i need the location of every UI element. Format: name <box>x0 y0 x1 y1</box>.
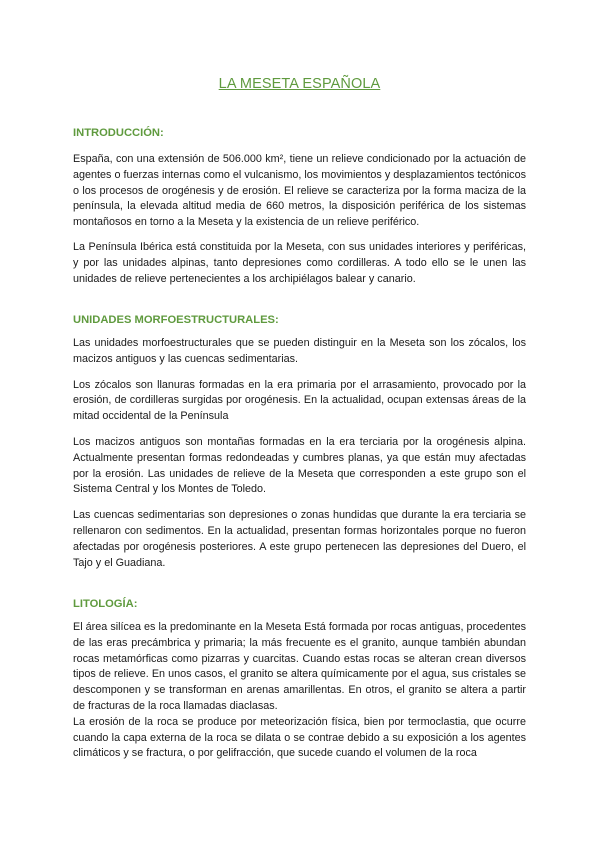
section-heading: INTRODUCCIÓN: <box>73 127 164 139</box>
paragraph: Las cuencas sedimentarias son depresiones o zonas hundidas que durante la era terciaria se rellenaron con sedimentos. En la actualidad, presentan formas horizontales porque no fueron afectadas por orogénesis posteriores. A este grupo pertenecen las depresiones del Duero, el Tajo y el Guadiana. <box>73 509 526 569</box>
paragraph: La Península Ibérica está constituida por la Meseta, con sus unidades interiores y periféricas, y por las unidades alpinas, tanto depresiones como cordilleras. A todo ello se le unen las unidades de relieve pertenecientes a los archipiélagos balear y canario. <box>73 240 526 285</box>
paragraph: Los zócalos son llanuras formadas en la era primaria por el arrasamiento, provocado por la erosión, de cordilleras surgidas por orogénesis. En la actualidad, ocupan extensas áreas de la mitad occidental de la Península <box>73 378 526 423</box>
section-heading: UNIDADES MORFOESTRUCTURALES: <box>73 314 279 326</box>
paragraph: El área silícea es la predominante en la Meseta Está formada por rocas antiguas, procedentes de las eras precámbrica y primaria; la más frecuente es el granito, aunque también abundan rocas metamórficas como pizarras y cuarcitas. Cuando estas rocas se alteran crean diversos tipos de relieve. En unos casos, el granito se altera químicamente por el agua, sus cristales se descomponen y se transforman en arenas amarillentas. En otros, el granito se altera a partir de fracturas de la roca llamadas diaclasas. <box>73 621 526 712</box>
page-title: LA MESETA ESPAÑOLA <box>218 76 381 92</box>
paragraph: Las unidades morfoestructurales que se pueden distinguir en la Meseta son los zócalos, los macizos antiguos y las cuencas sedimentarias. <box>73 337 526 365</box>
paragraph: España, con una extensión de 506.000 km², tiene un relieve condicionado por la actuación de agentes o fuerzas internas como el vulcanismo, los movimientos y desplazamientos tectónicos o los procesos de orogénesis y de erosión. El relieve se caracteriza por la forma maciza de la península, la elevada altitud media de 660 metros, la disposición periférica de los sistemas montañosos en torno a la Meseta y la existencia de un relieve periférico. <box>73 153 526 229</box>
section-introduccion <box>73 127 526 287</box>
paragraph: Los macizos antiguos son montañas formadas en la era terciaria por la orogénesis alpina. Actualmente presentan formas redondeadas y cumbres planas, ya que están muy afectadas por la erosión. Las unidades de relieve de la Meseta que corresponden a este grupo son el Sistema Central y los Montes de Toledo. <box>73 435 526 496</box>
section-litologia <box>73 598 526 762</box>
section-heading: LITOLOGÍA: <box>73 598 138 610</box>
paragraph: La erosión de la roca se produce por meteorización física, bien por termoclastia, que ocurre cuando la capa externa de la roca se dilata o se contrae debido a su exposición a los agentes climáticos y se fractura, o por gelifracción, que sucede cuando el volumen de la roca <box>73 715 526 760</box>
section-unidades-morfoestructurales <box>73 314 526 571</box>
